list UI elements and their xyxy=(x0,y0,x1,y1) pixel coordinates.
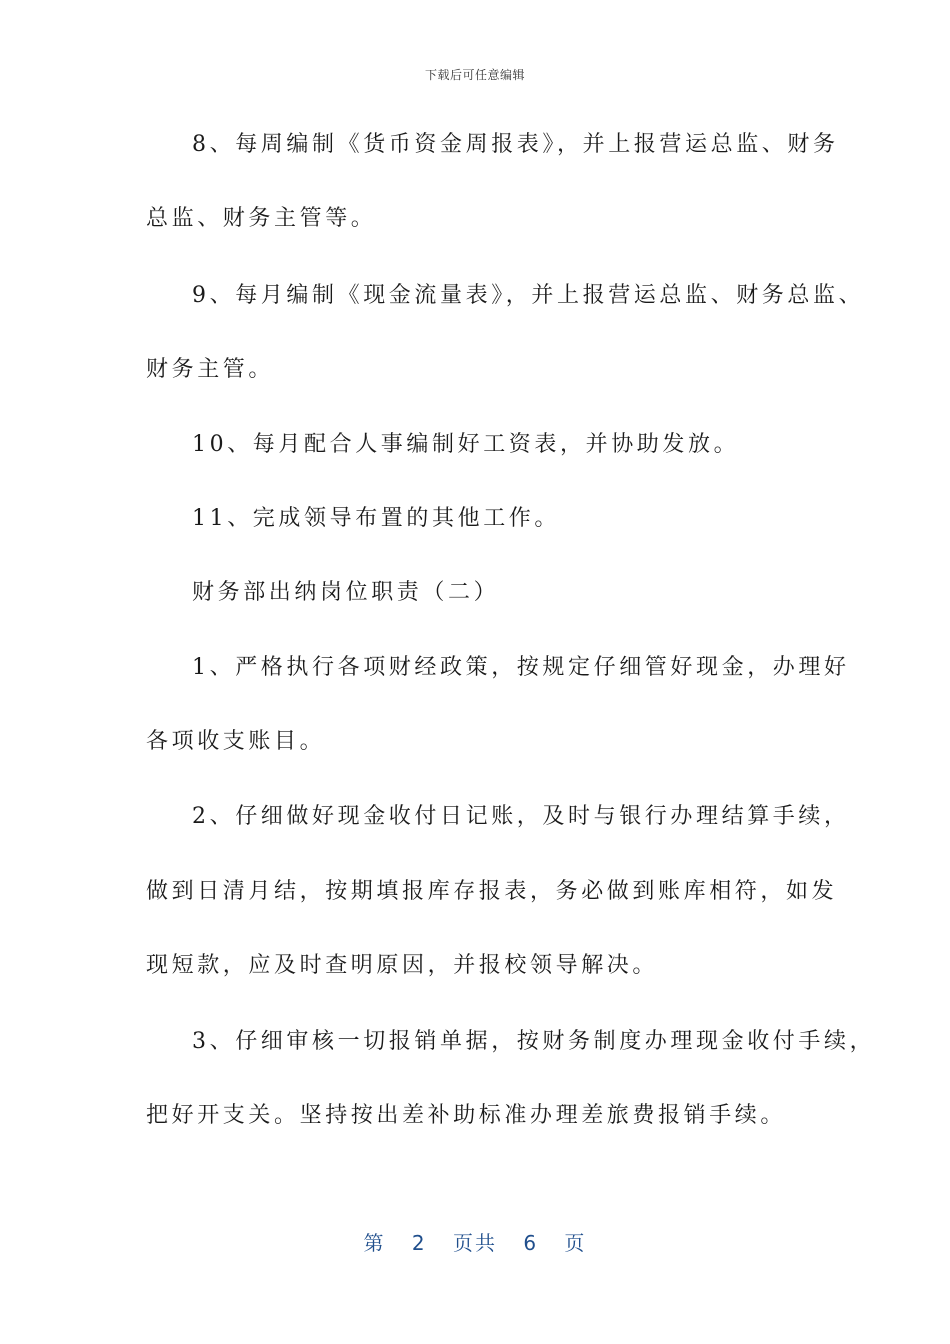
paragraph-line: 总监、财务主管等。 xyxy=(146,206,377,231)
paragraph-line: 9、每月编制《现金流量表》，并上报营运总监、财务总监、 xyxy=(192,283,865,308)
paragraph-line: 2、仔细做好现金收付日记账，及时与银行办理结算手续， xyxy=(192,804,850,829)
paragraph-line: 11、完成领导布置的其他工作。 xyxy=(192,506,560,531)
paragraph-line: 10、每月配合人事编制好工资表，并协助发放。 xyxy=(192,432,740,457)
paragraph-line: 8、每周编制《货币资金周报表》，并上报营运总监、财务 xyxy=(192,132,839,157)
paragraph-line: 把好开支关。坚持按出差补助标准办理差旅费报销手续。 xyxy=(146,1103,787,1128)
paragraph-line: 1、严格执行各项财经政策，按规定仔细管好现金，办理好 xyxy=(192,655,850,680)
header-note: 下载后可任意编辑 xyxy=(424,68,525,82)
paragraph-line: 现短款，应及时查明原因，并报校领导解决。 xyxy=(146,953,659,978)
paragraph-line: 各项收支账目。 xyxy=(146,729,326,754)
paragraph-line: 3、仔细审核一切报销单据，按财务制度办理现金收付手续， xyxy=(192,1029,876,1054)
paragraph-line: 财务主管。 xyxy=(146,357,275,382)
section-heading: 财务部出纳岗位职责（二） xyxy=(192,580,500,605)
page-number-footer: 第 2 页共 6 页 xyxy=(363,1231,587,1255)
paragraph-line: 做到日清月结，按期填报库存报表，务必做到账库相符，如发 xyxy=(146,879,838,904)
